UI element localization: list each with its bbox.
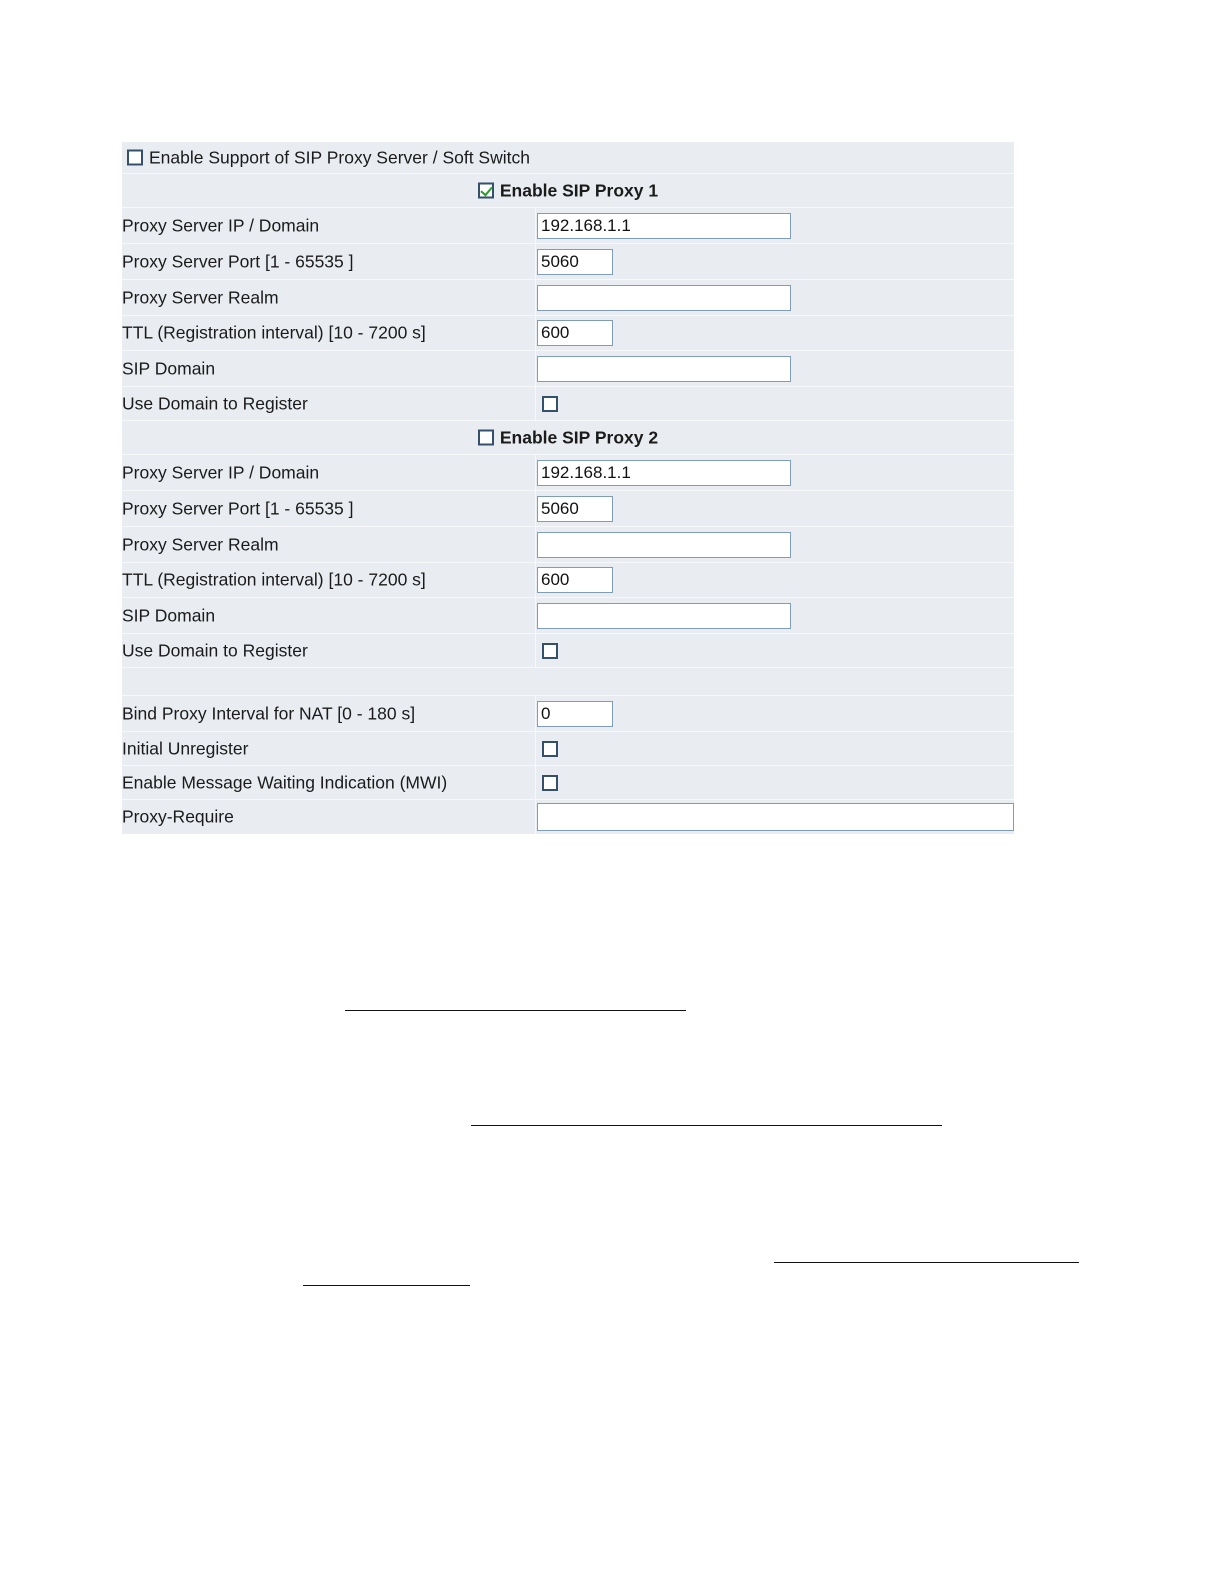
proxy2-domain-label: SIP Domain [122, 605, 216, 625]
mwi-row [122, 766, 1014, 800]
proxy2-use-domain-row [122, 634, 1014, 668]
initial-unregister-checkbox[interactable] [542, 741, 558, 757]
proxy2-port-input[interactable]: 5060 [537, 496, 613, 522]
proxy1-port-row [122, 244, 1014, 280]
proxy2-port-label: Proxy Server Port [1 - 65535 ] [122, 498, 354, 518]
proxy2-ip-label: Proxy Server IP / Domain [122, 462, 320, 482]
proxy2-realm-input[interactable] [537, 532, 791, 558]
proxy1-ip-label: Proxy Server IP / Domain [122, 215, 320, 235]
proxy2-domain-row [122, 598, 1014, 634]
proxy1-port-input[interactable]: 5060 [537, 249, 613, 275]
proxy1-realm-label: Proxy Server Realm [122, 287, 279, 307]
proxy1-ttl-row [122, 316, 1014, 351]
enable-support-label: Enable Support of SIP Proxy Server / Soft Switch [149, 147, 530, 167]
proxy2-use-domain-checkbox[interactable] [542, 643, 558, 659]
enable-proxy2-checkbox[interactable] [478, 429, 494, 445]
proxy2-port-row [122, 491, 1014, 527]
proxy1-use-domain-label: Use Domain to Register [122, 393, 308, 413]
underline-rule-1 [345, 1010, 686, 1011]
initial-unregister-row [122, 732, 1014, 766]
proxy1-ttl-input[interactable]: 600 [537, 320, 613, 346]
proxy-require-input[interactable] [537, 803, 1014, 831]
proxy2-ip-input[interactable]: 192.168.1.1 [537, 460, 791, 486]
proxy2-use-domain-label: Use Domain to Register [122, 640, 308, 660]
proxy1-realm-row [122, 280, 1014, 316]
proxy2-ip-row [122, 455, 1014, 491]
mwi-label: Enable Message Waiting Indication (MWI) [122, 772, 448, 792]
spacer-row [122, 668, 1014, 696]
proxy1-header-row [122, 174, 1014, 208]
proxy2-domain-input[interactable] [537, 603, 791, 629]
proxy2-ttl-input[interactable]: 600 [537, 567, 613, 593]
proxy1-use-domain-row [122, 387, 1014, 421]
underline-rule-3 [774, 1262, 1079, 1263]
initial-unregister-label: Initial Unregister [122, 738, 249, 758]
enable-support-checkbox[interactable] [127, 149, 143, 165]
proxy2-ttl-label: TTL (Registration interval) [10 - 7200 s] [122, 569, 426, 590]
proxy1-ttl-label: TTL (Registration interval) [10 - 7200 s] [122, 322, 426, 343]
proxy2-ttl-row [122, 563, 1014, 598]
mwi-checkbox[interactable] [542, 775, 558, 791]
proxy1-header-label: Enable SIP Proxy 1 [499, 180, 659, 200]
proxy1-domain-label: SIP Domain [122, 358, 216, 378]
proxy-require-label: Proxy-Require [122, 806, 234, 827]
proxy1-ip-input[interactable]: 192.168.1.1 [537, 213, 791, 239]
enable-proxy1-checkbox[interactable] [478, 182, 494, 198]
proxy2-header-label: Enable SIP Proxy 2 [499, 427, 659, 447]
proxy2-realm-label: Proxy Server Realm [122, 534, 279, 554]
sip-proxy-settings-panel [122, 142, 1014, 834]
underline-rule-4 [303, 1285, 470, 1286]
proxy1-domain-row [122, 351, 1014, 387]
proxy1-port-label: Proxy Server Port [1 - 65535 ] [122, 251, 354, 271]
proxy1-ip-row [122, 208, 1014, 244]
bind-interval-input[interactable]: 0 [537, 701, 613, 727]
proxy-require-row [122, 800, 1014, 834]
bind-interval-row [122, 696, 1014, 732]
underline-rule-2 [471, 1125, 942, 1126]
proxy2-header-row [122, 421, 1014, 455]
proxy1-use-domain-checkbox[interactable] [542, 396, 558, 412]
proxy1-domain-input[interactable] [537, 356, 791, 382]
proxy2-realm-row [122, 527, 1014, 563]
enable-support-row [122, 142, 1014, 174]
bind-interval-label: Bind Proxy Interval for NAT [0 - 180 s] [122, 703, 416, 723]
proxy1-realm-input[interactable] [537, 285, 791, 311]
